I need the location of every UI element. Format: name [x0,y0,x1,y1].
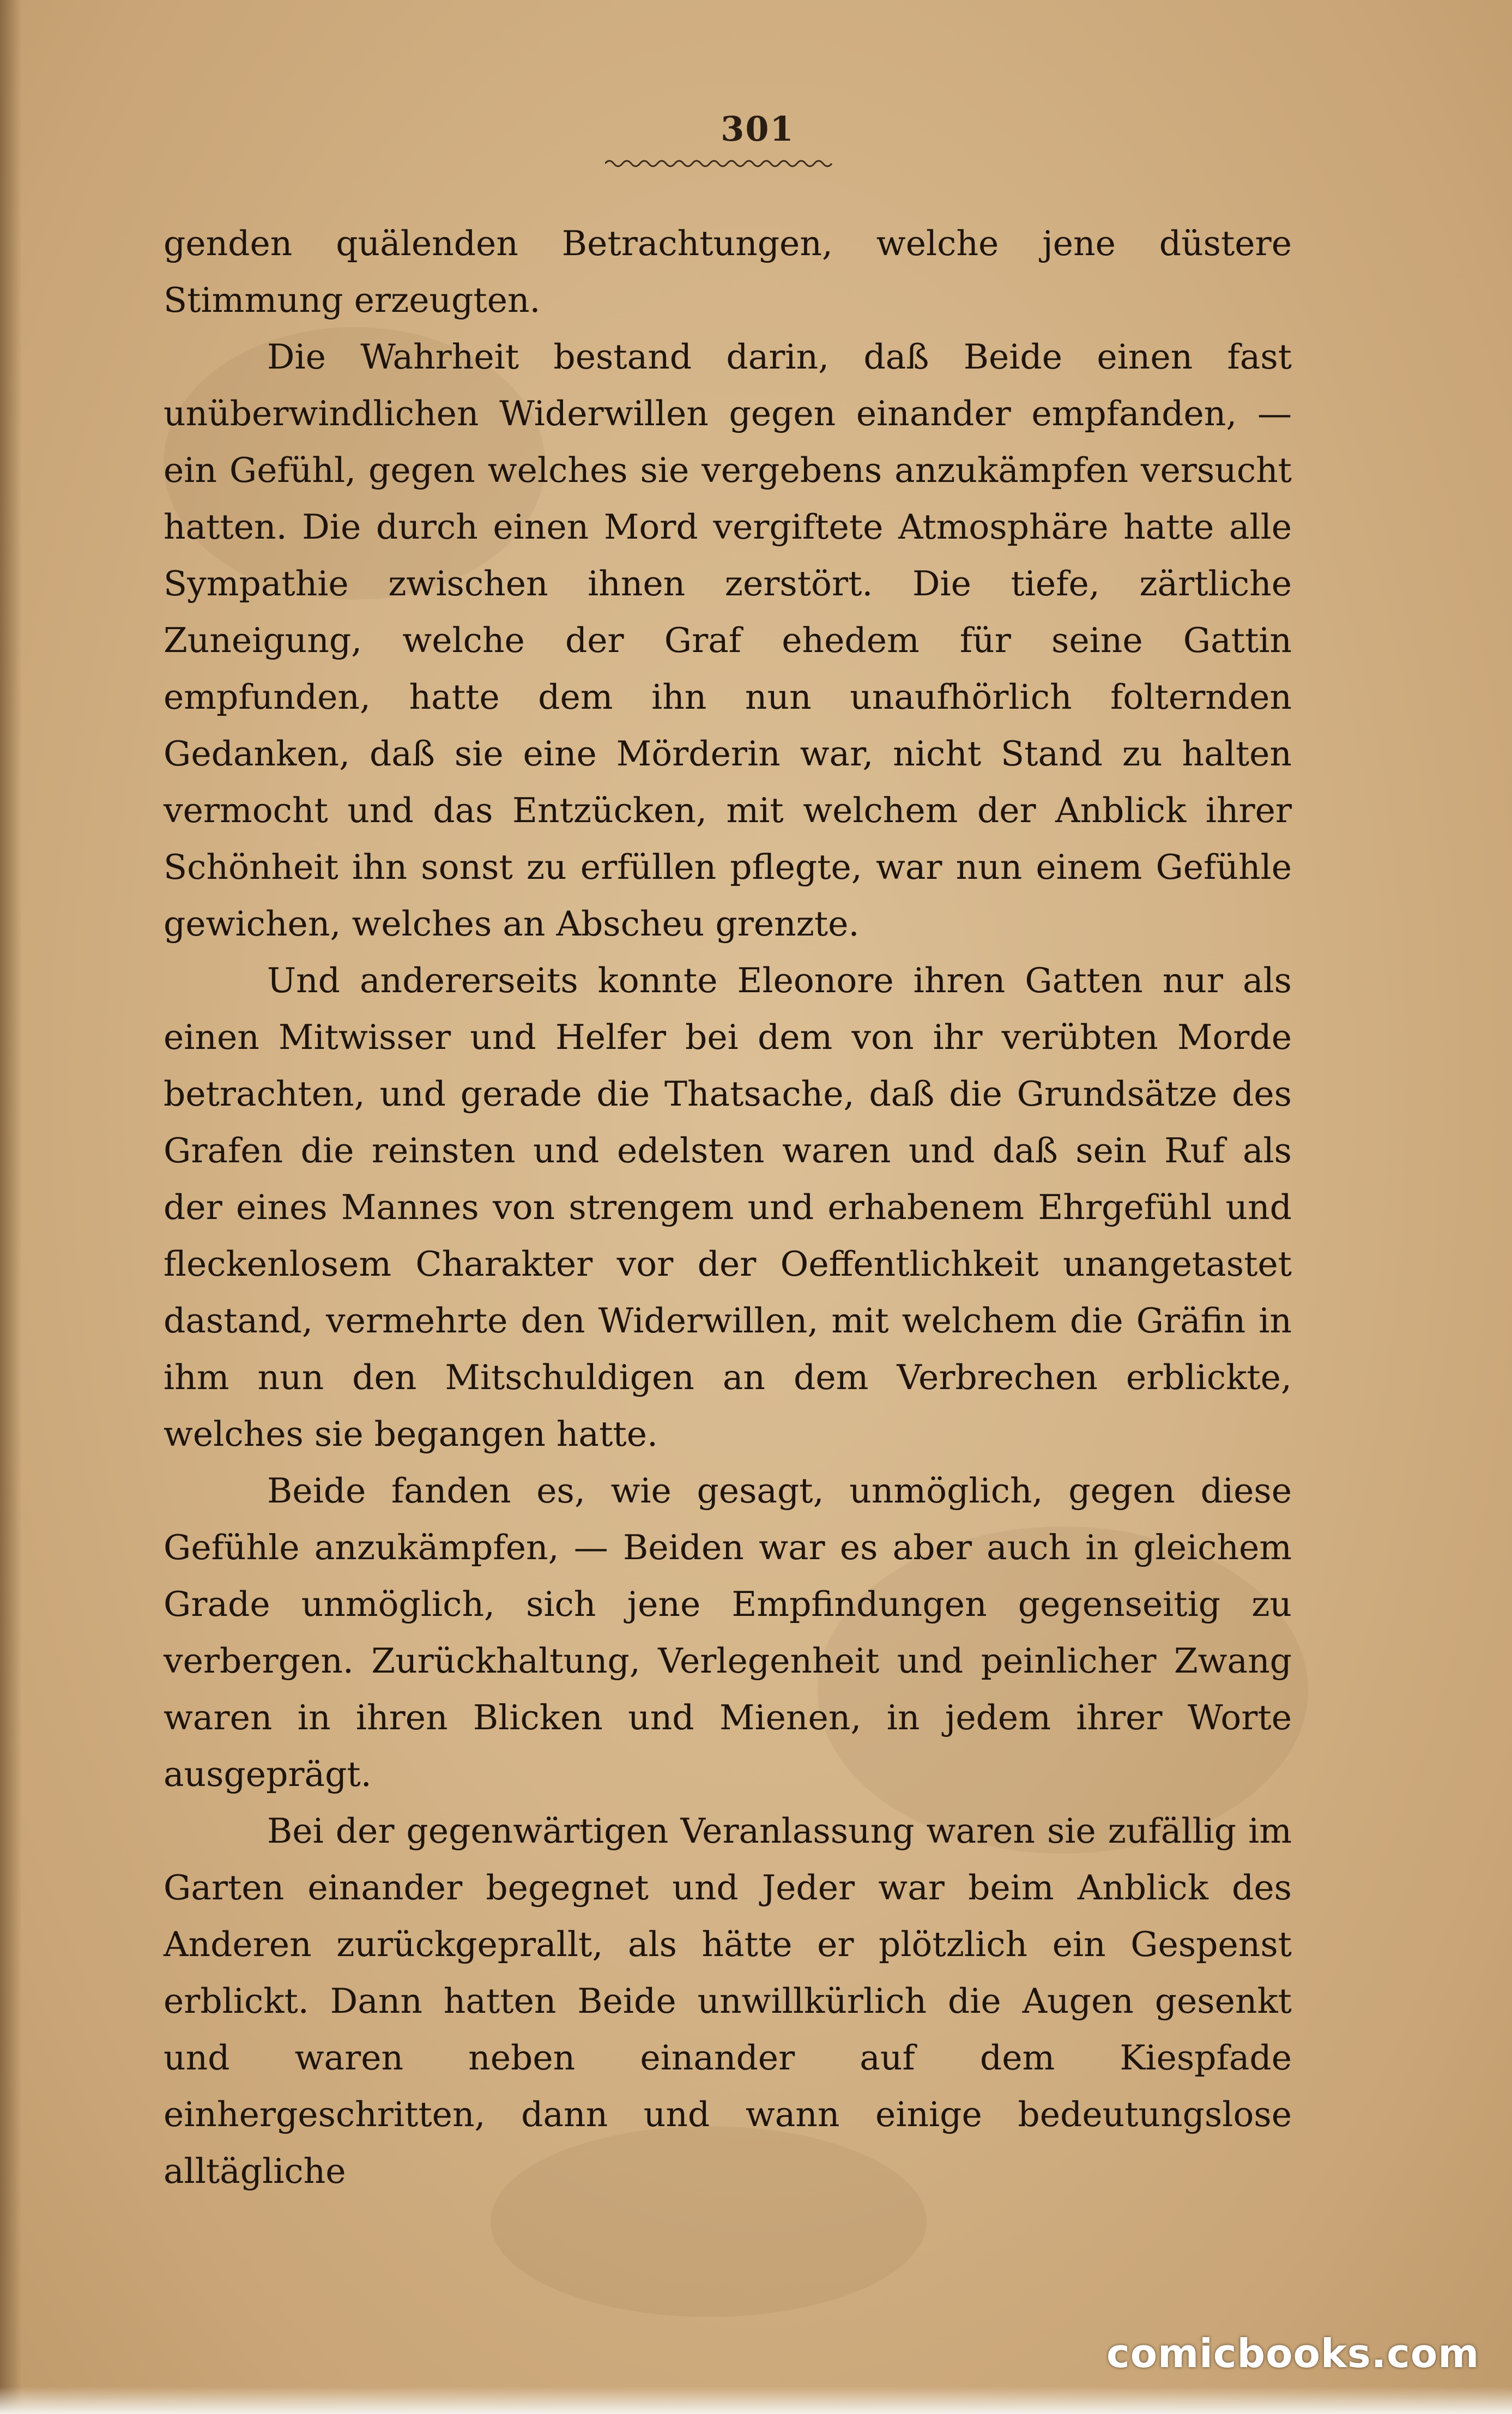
watermark-logo: comicbooks.com [1106,2331,1480,2376]
header-ornament [605,155,834,172]
paragraph: Die Wahrheit bestand darin, daß Beide einen fast unüberwindlichen Widerwillen gegen einander empfanden, — ein Gefühl, gegen welches sie vergebens anzukämpfen versucht hatten. Die durch einen Mord vergiftete Atmosphäre hatte alle Sympathie zwischen ihnen zerstört. Die tiefe, zärtliche Zuneigung, welche der Graf ehedem für seine Gattin empfunden, hatte dem ihn nun unaufhörlich folternden Gedanken, daß sie eine Mörderin war, nicht Stand zu halten vermocht und das Entzücken, mit welchem der Anblick ihrer Schönheit ihn sonst zu erfüllen pflegte, war nun einem Gefühle gewichen, welches an Abscheu grenzte. [164,337,1292,944]
body-text [164,215,1292,2200]
paragraph: Bei der gegenwärtigen Veranlassung waren sie zufällig im Garten einander begegnet und Jeder war beim Anblick des Anderen zurückgeprallt, als hätte er plötzlich ein Gespenst erblickt. Dann hatten Beide unwillkürlich die Augen gesenkt und waren neben einander auf dem Kiespfade einhergeschritten, dann und wann einige bedeutungslose alltägliche [164,1811,1292,2191]
paragraph: Und andererseits konnte Eleonore ihren Gatten nur als einen Mitwisser und Helfer bei dem von ihr verübten Morde betrachten, und gerade die Thatsache, daß die Grundsätze des Grafen die reinsten und edelsten waren und daß sein Ruf als der eines Mannes von strengem und erhabenem Ehrgefühl und fleckenlosem Charakter vor der Oeffentlichkeit unangetastet dastand, vermehrte den Widerwillen, mit welchem die Gräfin in ihm nun den Mitschuldigen an dem Verbrechen erblickte, welches sie begangen hatte. [164,961,1292,1454]
page-edge-shadow [0,0,22,2414]
page-number: 301 [721,109,795,149]
paragraph: genden quälenden Betrachtungen, welche jene düstere Stimmung erzeugten. [164,224,1292,320]
paragraph: Beide fanden es, wie gesagt, unmöglich, gegen diese Gefühle anzukämpfen, — Beiden war es aber auch in gleichem Grade unmöglich, sich jene Empfindungen gegenseitig zu verbergen. Zurückhaltung, Verlegenheit und peinlicher Zwang waren in ihren Blicken und Mienen, in jedem ihrer Worte ausgeprägt. [164,1471,1292,1794]
page-edge-bottom [0,2387,1512,2414]
